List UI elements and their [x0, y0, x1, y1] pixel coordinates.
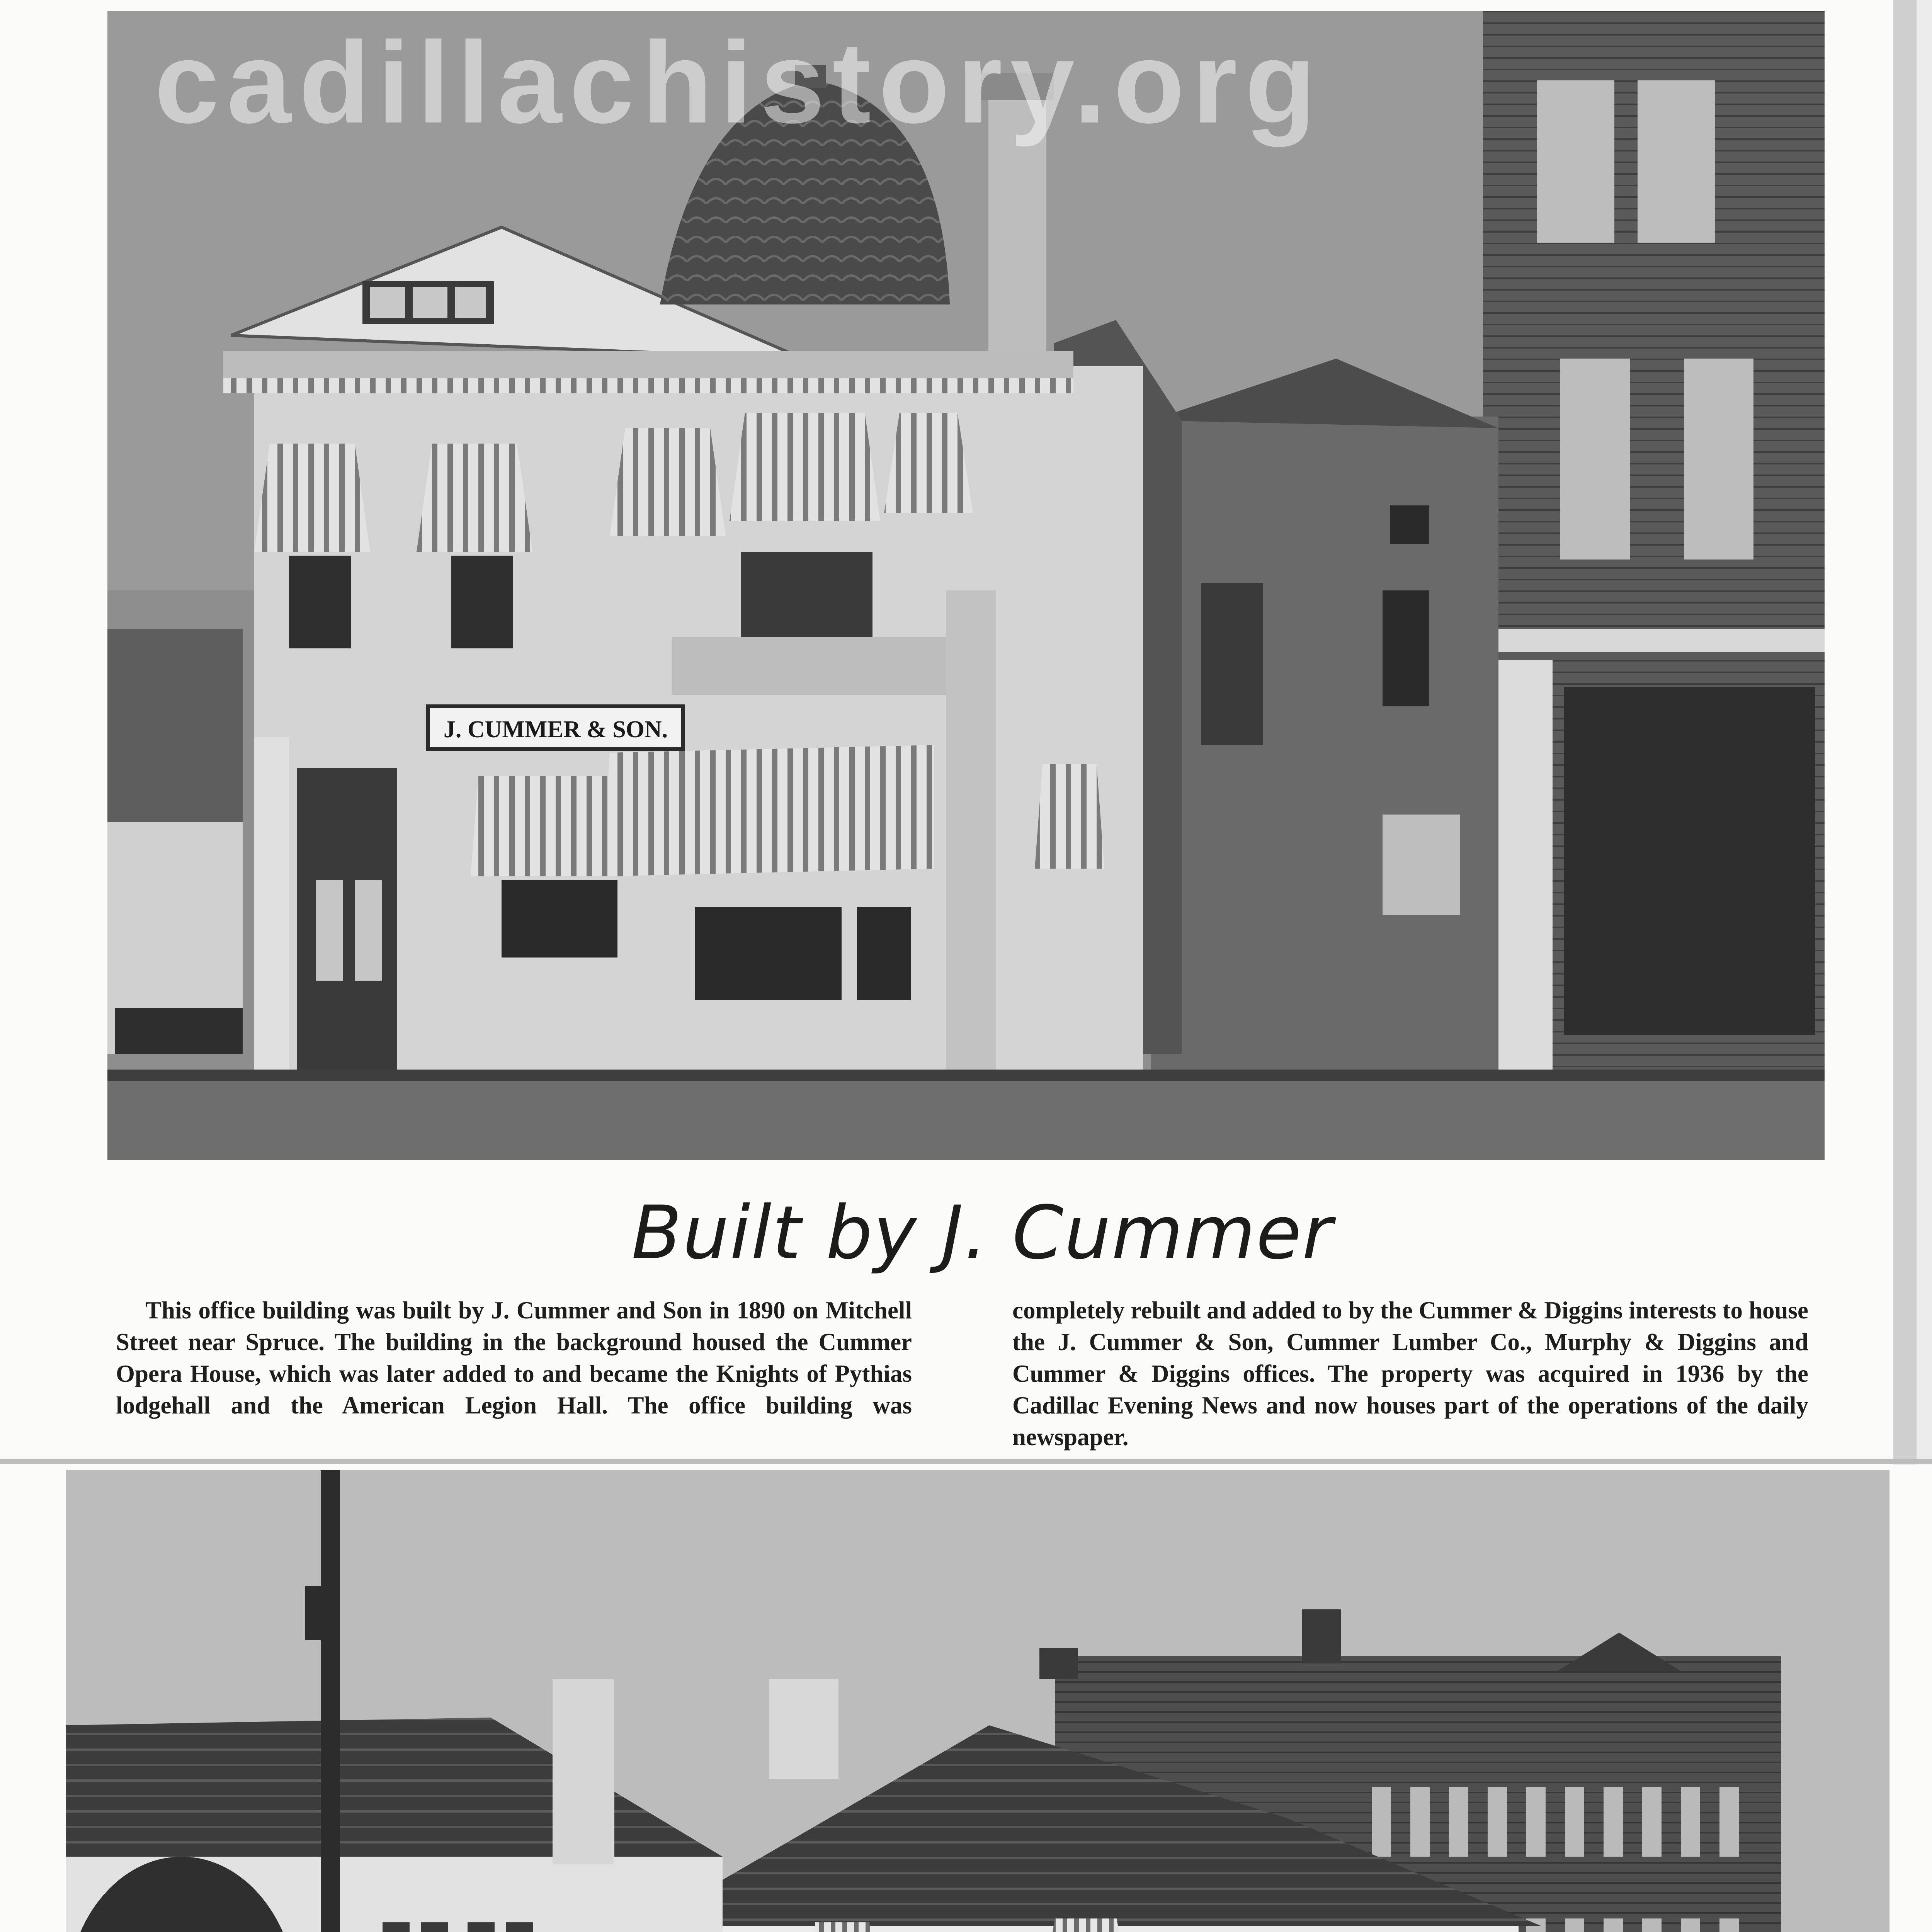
caption-column-left: This office building was built by J. Cummer and Son in 1890 on Mitchell Street near Spruce. The building in the background housed the Cummer Opera House, which was later added to and became the Knights of Pythias lodgehall and the American Legion Hall. The office building was: [116, 1297, 912, 1419]
site-watermark: cadillachistory.org: [155, 17, 1324, 147]
caption-right-text: completely rebuilt and added to by the Cummer & Diggins interests to house the J. Cummer & Son, Cummer Lumber Co., Murphy & Diggins and Cummer & Diggins offices. The property was acquired in 1936 by the Cadillac Evening News and now houses part of the operations of the daily newspaper.: [1012, 1297, 1808, 1451]
cummer-building-photo: [107, 11, 1825, 1160]
cummer-building-illustration: [107, 11, 1825, 1160]
cummer-son-sign: J. CUMMER & SON.: [443, 716, 668, 743]
rebuilt-office-photo: [66, 1470, 1889, 1932]
headline: Built by J. Cummer: [631, 1190, 1333, 1276]
clipping-fold-line: [0, 1459, 1932, 1464]
caption-column-right: [1012, 1294, 1808, 1453]
rebuilt-office-illustration: [66, 1470, 1889, 1932]
